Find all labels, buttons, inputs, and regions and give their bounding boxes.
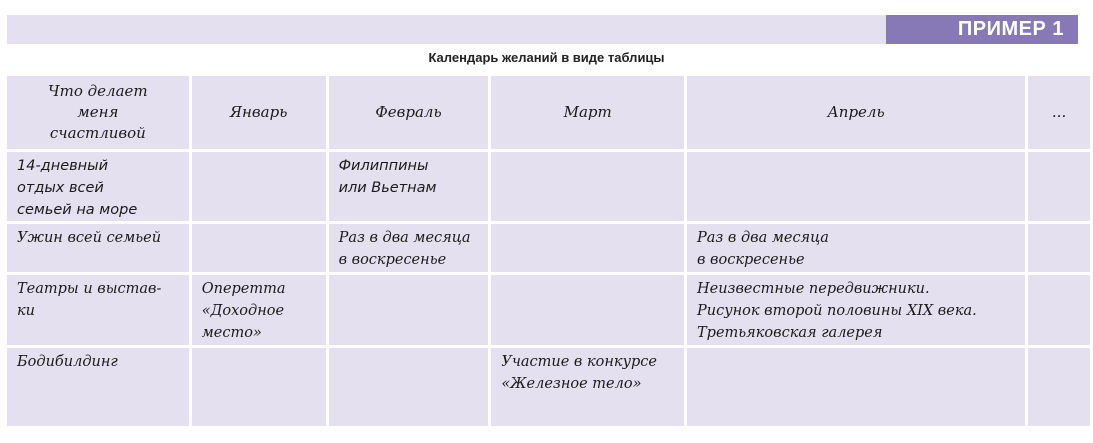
table-cell	[192, 224, 326, 272]
table-cell	[687, 348, 1025, 426]
table-cell: Раз в два месяца в воскресенье	[329, 224, 489, 272]
table-cell: Театры и выстав- ки	[7, 275, 189, 345]
header-cell-february: Февраль	[329, 76, 489, 149]
header-cell-april: Апрель	[687, 76, 1025, 149]
table-cell: Бодибилдинг	[7, 348, 189, 426]
header-cell-january: Январь	[192, 76, 326, 149]
table-cell: Раз в два месяца в воскресенье	[687, 224, 1025, 272]
table-cell	[1028, 224, 1090, 272]
table-cell	[491, 224, 684, 272]
table-row	[7, 224, 1090, 272]
table-cell: Ужин всей семьей	[7, 224, 189, 272]
table-cell: Филиппины или Вьетнам	[329, 152, 489, 221]
header-cell-march: Март	[491, 76, 684, 149]
table-cell	[491, 275, 684, 345]
table-cell: Неизвестные передвижники. Рисунок второй половины XIX века. Третьяковская галерея	[687, 275, 1025, 345]
table-row	[7, 275, 1090, 345]
header-cell-happiness: Что делает меня счастливой	[7, 76, 189, 149]
table-cell	[1028, 152, 1090, 221]
table-cell	[1028, 348, 1090, 426]
table-cell: 14-дневный отдых всей семьей на море	[7, 152, 189, 221]
wish-calendar-table	[4, 73, 1093, 429]
table-cell	[192, 348, 326, 426]
table-row	[7, 348, 1090, 426]
table-cell	[1028, 275, 1090, 345]
table-cell	[192, 152, 326, 221]
table-caption: Календарь желаний в виде таблицы	[428, 50, 665, 65]
table-cell	[491, 152, 684, 221]
table-cell	[329, 275, 489, 345]
table-cell	[329, 348, 489, 426]
header-row	[7, 76, 1090, 149]
table-cell	[687, 152, 1025, 221]
example-tag: ПРИМЕР 1	[886, 15, 1078, 44]
header-cell-ellipsis: ...	[1028, 76, 1090, 149]
table-cell: Участие в конкурсе «Железное тело»	[491, 348, 684, 426]
table-row	[7, 152, 1090, 221]
table-cell: Оперетта «Доходное место»	[192, 275, 326, 345]
